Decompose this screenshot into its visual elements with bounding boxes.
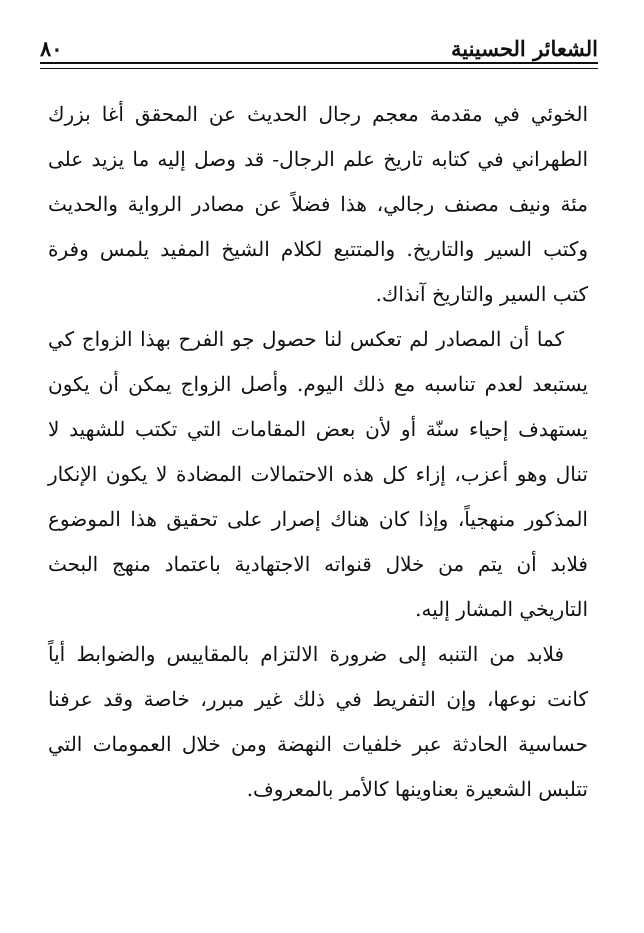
- paragraph: الخوئي في مقدمة معجم رجال الحديث عن المحقق أغا بزرك الطهراني في كتابه تاريخ علم الرجال- قد وصل إليه ما يزيد على مئة ونيف مصنف رجالي، هذا فضلاً عن مصادر الرواية والحديث وكتب السير والتاريخ. والمتتبع لكلام الشيخ المفيد يلمس وفرة كتب السير والتاريخ آنذاك.: [48, 102, 588, 306]
- paragraph: كما أن المصادر لم تعكس لنا حصول جو الفرح بهذا الزواج كي يستبعد لعدم تناسبه مع ذلك اليوم. وأصل الزواج يمكن أن يكون يستهدف إحياء سنّة أو لأن بعض المقامات التي تكتب للشهيد لا تنال وهو أعزب، إزاء كل هذه الاحتمالات المضادة لا يكون الإنكار المذكور منهجياً، وإذا كان هناك إصرار على تحقيق هذا الموضوع فلابد أن يتم من خلال قنواته الاجتهادية باعتماد منهج البحث التاريخي المشار إليه.: [48, 327, 588, 621]
- paragraph: فلابد من التنبه إلى ضرورة الالتزام بالمقاييس والضوابط أياً كانت نوعها، وإن التفريط في ذلك غير مبرر، خاصة وقد عرفنا حساسية الحادثة عبر خلفيات النهضة ومن خلال العمومات التي تتلبس الشعيرة بعناوينها كالأمر بالمعروف.: [48, 642, 588, 801]
- body-text: [48, 92, 588, 812]
- page-number: ٨٠: [40, 36, 63, 61]
- running-header: [40, 30, 598, 62]
- header-title: الشعائر الحسينية: [450, 36, 598, 61]
- header-rule: [40, 62, 598, 64]
- header-rule-thin: [40, 68, 598, 69]
